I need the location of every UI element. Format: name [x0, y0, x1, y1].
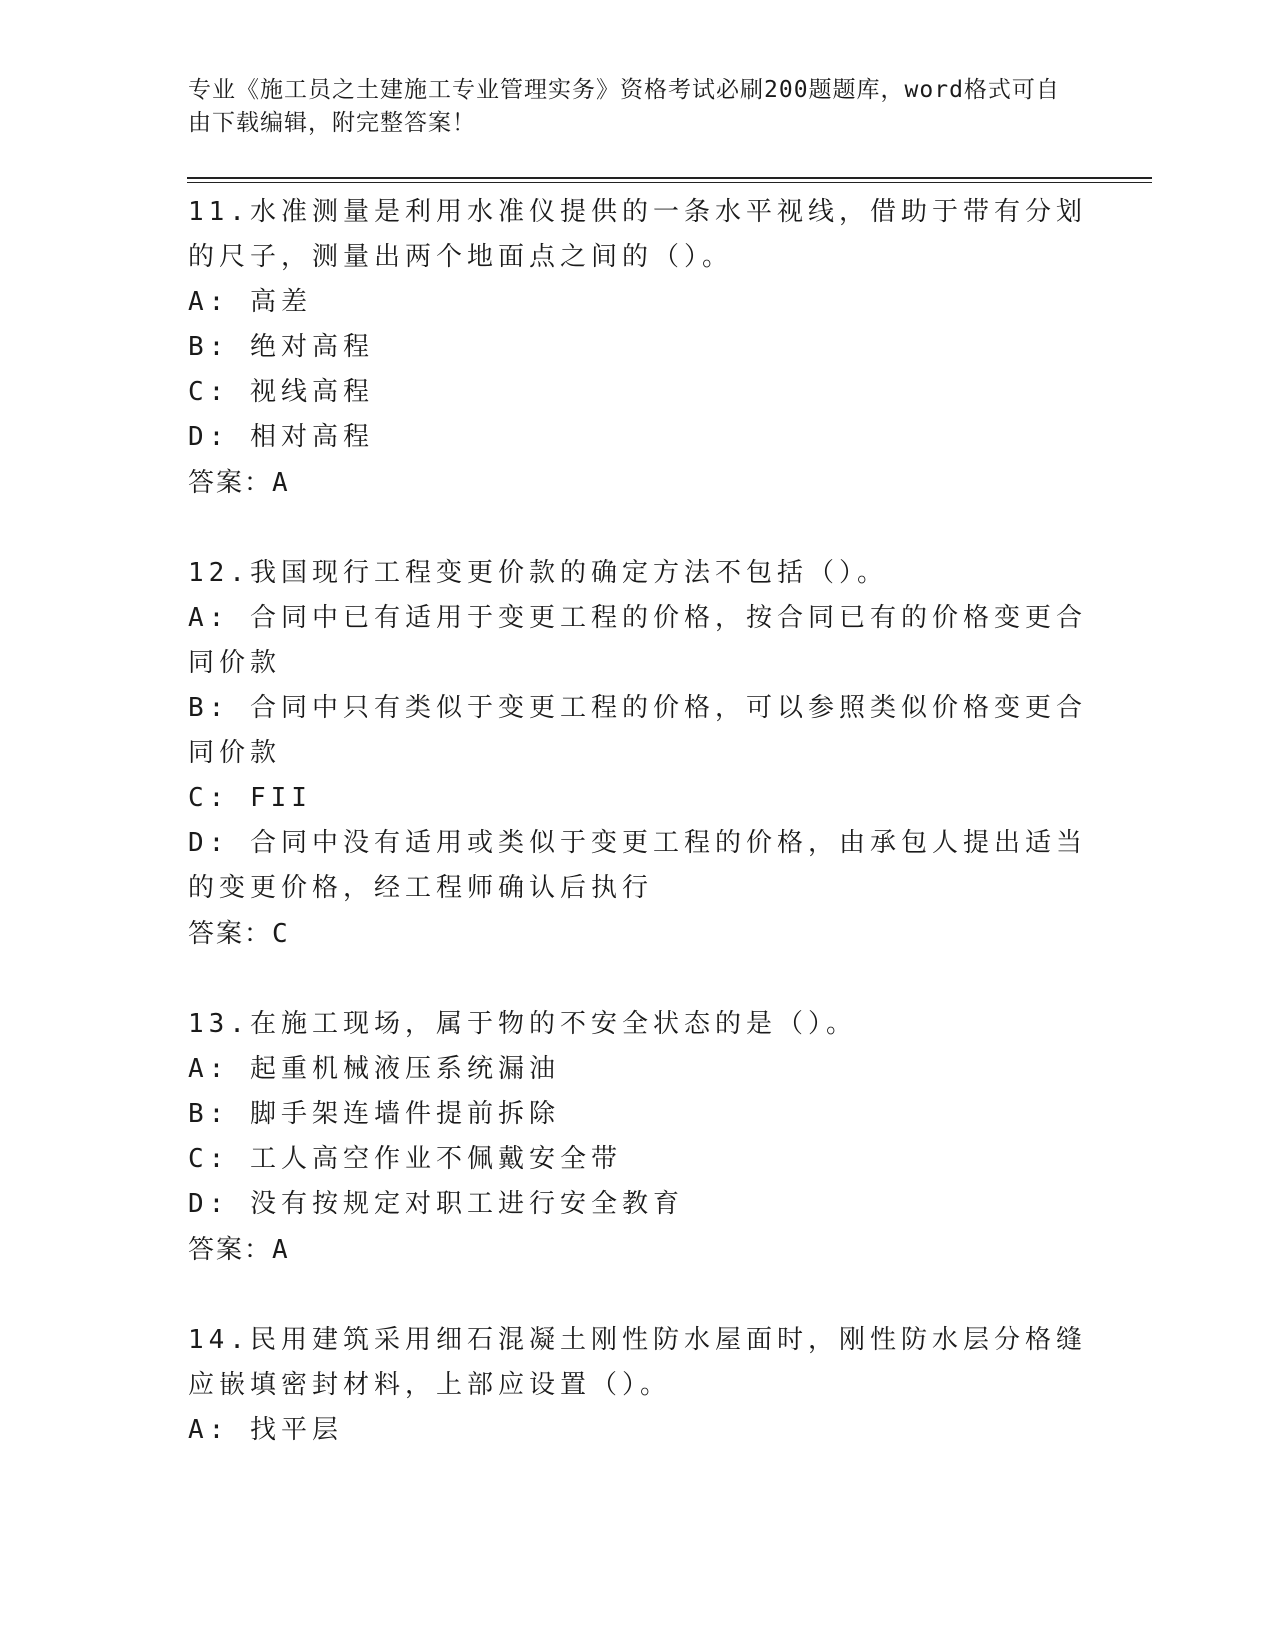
option-label: C: [188, 377, 230, 407]
question-text: 在施工现场，属于物的不安全状态的是（）。 [249, 1009, 857, 1039]
question-list [188, 190, 1088, 1498]
option-text: 合同中没有适用或类似于变更工程的价格，由承包人提出适当的变更价格，经工程师确认后执行 [188, 828, 1087, 903]
option-a [188, 1408, 1088, 1453]
option-c [188, 1137, 1088, 1182]
question-stem [188, 1002, 1088, 1047]
option-b [188, 325, 1088, 370]
question-number: 13. [188, 1009, 250, 1039]
option-b [188, 1092, 1088, 1137]
option-text: 起重机械液压系统漏油 [249, 1054, 560, 1084]
option-label: A: [188, 603, 230, 633]
option-label: D: [188, 422, 230, 452]
question-13 [188, 1002, 1088, 1273]
option-label: A: [188, 287, 230, 317]
header-title: 专业《施工员之土建施工专业管理实务》资格考试必刷200题题库，word格式可自由下载编辑，附完整答案！ [188, 77, 1060, 136]
option-text: 绝对高程 [249, 332, 374, 362]
option-a [188, 280, 1088, 325]
option-text: 高差 [249, 287, 312, 317]
option-text: 脚手架连墙件提前拆除 [249, 1099, 560, 1129]
question-stem [188, 1318, 1088, 1408]
option-label: D: [188, 828, 230, 858]
option-label: C: [188, 783, 230, 813]
question-number: 14. [188, 1325, 250, 1355]
question-text: 民用建筑采用细石混凝土刚性防水屋面时，刚性防水层分格缝应嵌填密封材料，上部应设置（）。 [188, 1325, 1087, 1400]
option-text: 找平层 [249, 1415, 343, 1445]
option-c [188, 776, 1088, 821]
option-c [188, 370, 1088, 415]
option-text: FII [249, 783, 312, 813]
question-number: 11. [188, 197, 250, 227]
question-text: 我国现行工程变更价款的确定方法不包括（）。 [249, 558, 888, 588]
option-label: B: [188, 1099, 230, 1129]
header-divider-thick [187, 177, 1152, 179]
header-divider-thin [187, 182, 1152, 183]
option-d [188, 821, 1088, 911]
option-label: A: [188, 1054, 230, 1084]
option-b [188, 686, 1088, 776]
option-label: C: [188, 1144, 230, 1174]
option-d [188, 415, 1088, 460]
option-a [188, 596, 1088, 686]
question-12 [188, 551, 1088, 957]
option-label: D: [188, 1189, 230, 1219]
answer-line: 答案：C [188, 919, 290, 949]
answer-line: 答案：A [188, 1235, 290, 1265]
question-stem [188, 551, 1088, 596]
question-number: 12. [188, 558, 250, 588]
question-11 [188, 190, 1088, 506]
option-text: 合同中已有适用于变更工程的价格，按合同已有的价格变更合同价款 [188, 603, 1087, 678]
option-text: 没有按规定对职工进行安全教育 [249, 1189, 684, 1219]
option-label: B: [188, 332, 230, 362]
option-text: 工人高空作业不佩戴安全带 [249, 1144, 622, 1174]
option-label: B: [188, 693, 230, 723]
option-text: 视线高程 [249, 377, 374, 407]
document-header [188, 74, 1068, 140]
answer-line: 答案：A [188, 468, 290, 498]
option-text: 合同中只有类似于变更工程的价格，可以参照类似价格变更合同价款 [188, 693, 1087, 768]
question-stem [188, 190, 1088, 280]
option-a [188, 1047, 1088, 1092]
question-14 [188, 1318, 1088, 1453]
question-text: 水准测量是利用水准仪提供的一条水平视线，借助于带有分划的尺子，测量出两个地面点之间的（）。 [188, 197, 1087, 272]
option-label: A: [188, 1415, 230, 1445]
option-text: 相对高程 [249, 422, 374, 452]
option-d [188, 1182, 1088, 1227]
